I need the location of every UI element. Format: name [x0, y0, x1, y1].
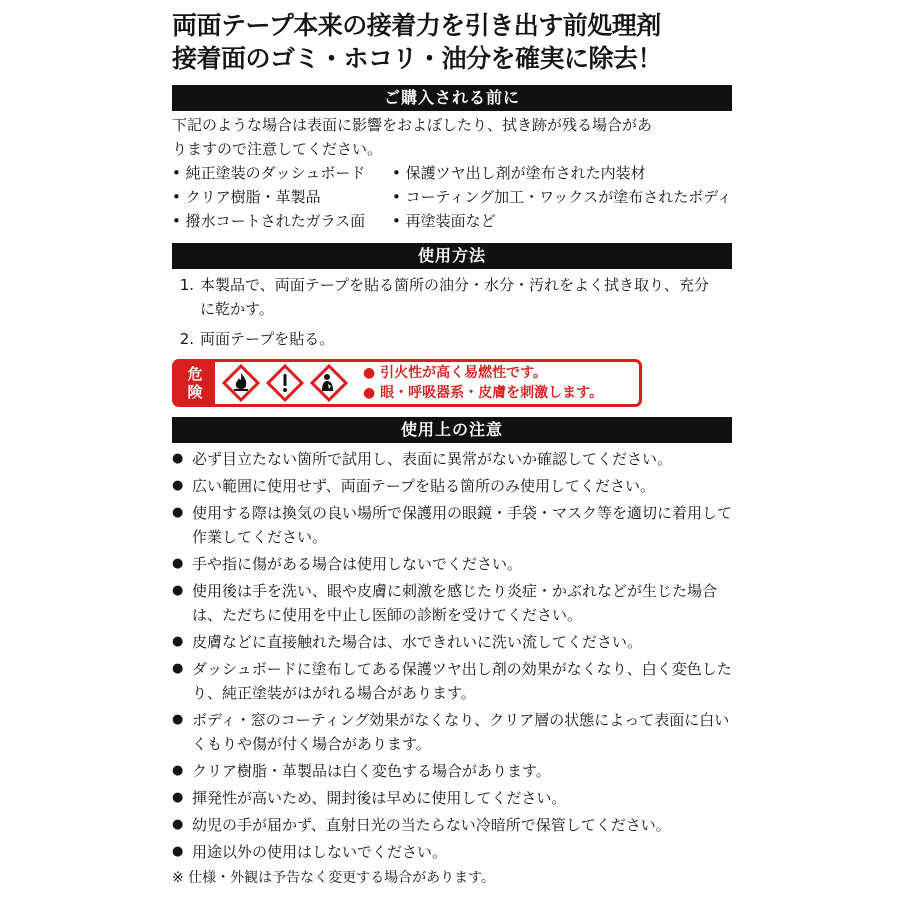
before-purchase-intro-line-1: 下記のような場合は表面に影響をおよぼしたり、拭き跡が残る場合があ	[172, 116, 653, 134]
ghs-pictograms	[215, 363, 355, 403]
bullet: ●	[172, 478, 184, 493]
surface-item: • 撥水コートされたガラス面	[172, 212, 366, 230]
usage-steps	[172, 273, 732, 351]
surface-item: • コーティング加工・ワックスが塗布されたボディ	[392, 188, 733, 206]
step-number: 2.	[179, 330, 194, 348]
bullet: ●	[172, 583, 184, 598]
surface-item: • 再塗装面など	[392, 212, 496, 230]
exclamation-icon	[265, 363, 305, 403]
health-hazard-icon	[309, 363, 349, 403]
headline-line-1: 両面テープ本来の接着力を引き出す前処理剤	[172, 11, 661, 40]
precaution-item: ● 必ず目立たない箇所で試用し、表面に異常がないか確認してください。	[172, 447, 732, 471]
usage-heading: 使用方法	[172, 243, 732, 269]
step-text: 本製品で、両面テープを貼る箇所の油分・水分・汚れをよく拭き取り、充分に乾かす。	[200, 276, 709, 318]
bullet: ●	[172, 790, 184, 805]
precaution-item: ● 使用する際は換気の良い場所で保護用の眼鏡・手袋・マスク等を適切に着用して作業してください。	[172, 501, 732, 549]
precaution-item: ● ボディ・窓のコーティング効果がなくなり、クリア層の状態によって表面に白いくもりや傷が付く場合があります。	[172, 708, 732, 756]
bullet: ●	[172, 763, 184, 778]
surface-item: • 保護ツヤ出し剤が塗布された内装材	[392, 164, 646, 182]
bullet: ●	[172, 556, 184, 571]
step-text: 両面テープを貼る。	[200, 330, 335, 348]
step-number: 1.	[179, 276, 194, 294]
precaution-item: ● ダッシュボードに塗布してある保護ツヤ出し剤の効果がなくなり、白く変色したり、純正塗装がはがれる場合があります。	[172, 657, 732, 705]
usage-step	[172, 327, 732, 351]
danger-label-bottom: 険	[187, 383, 203, 401]
bullet: ●	[172, 451, 184, 466]
precaution-item: ● 幼児の手が届かず、直射日光の当たらない冷暗所で保管してください。	[172, 813, 732, 837]
flame-icon	[221, 363, 261, 403]
surface-item: • クリア樹脂・革製品	[172, 188, 321, 206]
precaution-item: ● 手や指に傷がある場合は使用しないでください。	[172, 552, 732, 576]
precaution-item: ● 用途以外の使用はしないでください。	[172, 840, 732, 864]
bullet: ●	[172, 712, 184, 727]
precaution-item: ● クリア樹脂・革製品は白く変色する場合があります。	[172, 759, 732, 783]
precautions-list	[172, 447, 732, 864]
danger-label	[175, 362, 215, 404]
hazard-statements	[355, 363, 603, 403]
surface-item: • 純正塗装のダッシュボード	[172, 164, 366, 182]
footnote: ※ 仕様・外観は予告なく変更する場合があります。	[172, 870, 496, 886]
before-purchase-intro-line-2: りますので注意してください。	[172, 140, 383, 158]
hazard-irritant: ● 眼・呼吸器系・皮膚を刺激します。	[363, 385, 603, 401]
danger-box	[172, 359, 642, 407]
danger-label-top: 危	[187, 365, 203, 383]
before-purchase-section	[172, 113, 732, 233]
usage-step	[172, 273, 732, 321]
precaution-item: ● 揮発性が高いため、開封後は早めに使用してください。	[172, 786, 732, 810]
bullet: ●	[172, 634, 184, 649]
precaution-item: ● 皮膚などに直接触れた場合は、水できれいに洗い流してください。	[172, 630, 732, 654]
headline-line-2: 接着面のゴミ・ホコリ・油分を確実に除去！	[172, 44, 663, 73]
product-label	[172, 10, 732, 889]
precautions-heading: 使用上の注意	[172, 417, 732, 443]
bullet: ●	[172, 661, 184, 676]
bullet: ●	[172, 505, 184, 520]
bullet: ●	[172, 844, 184, 859]
surface-list	[172, 161, 732, 233]
hazard-flammable: ● 引火性が高く易燃性です。	[363, 365, 547, 381]
precaution-item: ● 使用後は手を洗い、眼や皮膚に刺激を感じたり炎症・かぶれなどが生じた場合は、ただちに使用を中止し医師の診断を受けてください。	[172, 579, 732, 627]
bullet: ●	[172, 817, 184, 832]
before-purchase-heading: ご購入される前に	[172, 85, 732, 111]
precaution-item: ● 広い範囲に使用せず、両面テープを貼る箇所のみ使用してください。	[172, 474, 732, 498]
